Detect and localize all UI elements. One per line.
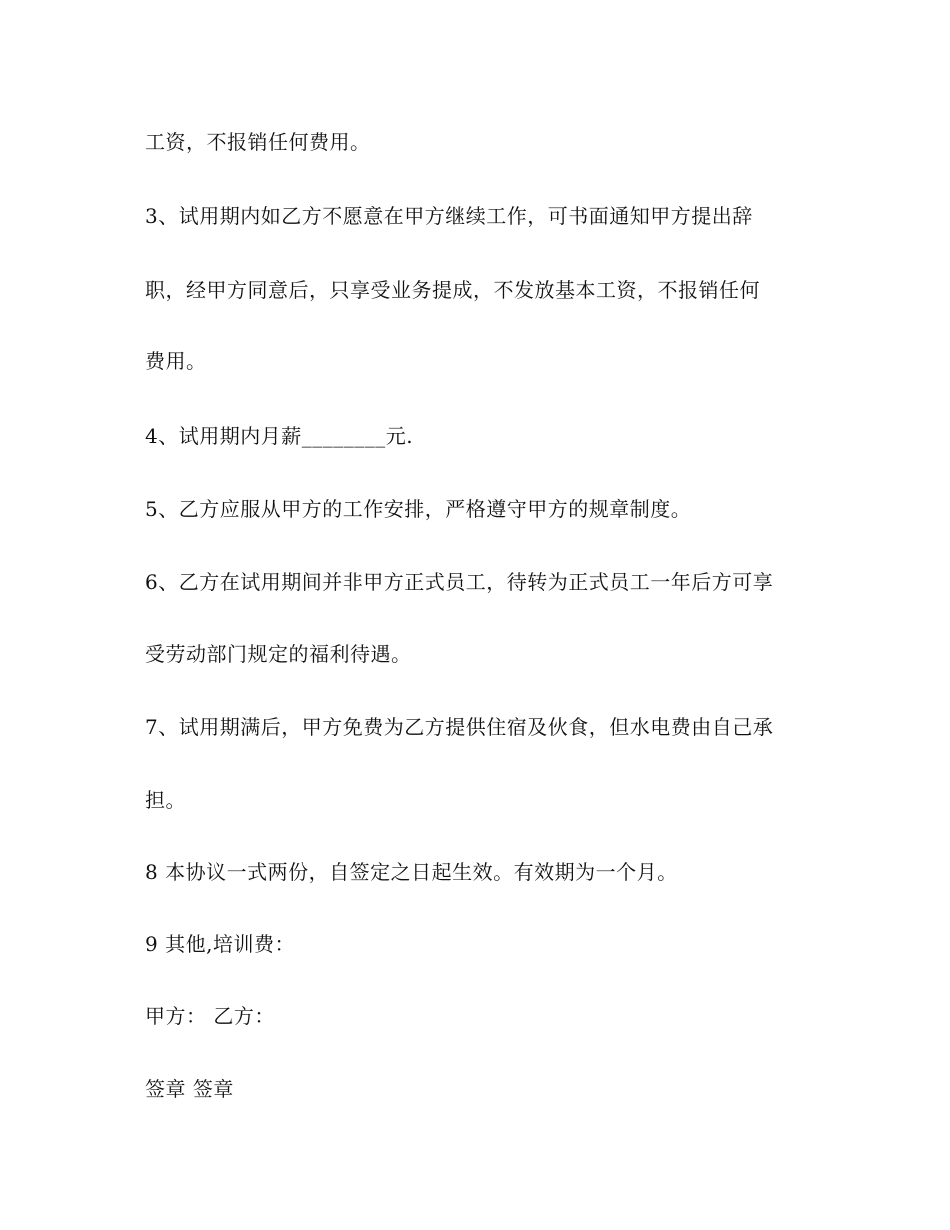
text-line-1: 工资，不报销任何费用。 (145, 130, 371, 154)
text-line-10: 担。 (145, 788, 186, 812)
text-line-7: 6、乙方在试用期间并非甲方正式员工，待转为正式员工一年后方可享 (145, 570, 774, 594)
text-line-5: 4、试用期内月薪________元. (145, 424, 414, 448)
text-line-6: 5、乙方应服从甲方的工作安排，严格遵守甲方的规章制度。 (145, 497, 692, 521)
text-line-4: 费用。 (145, 349, 207, 373)
signature-seals: 签章 签章 (145, 1077, 234, 1101)
text-line-12: 9 其他,培训费： (145, 932, 295, 956)
signature-parties: 甲方： 乙方： (145, 1004, 275, 1028)
text-line-2: 3、试用期内如乙方不愿意在甲方继续工作，可书面通知甲方提出辞 (145, 204, 753, 228)
text-line-8: 受劳动部门规定的福利待遇。 (145, 642, 412, 666)
text-line-3: 职，经甲方同意后，只享受业务提成，不发放基本工资，不报销任何 (145, 278, 760, 302)
text-line-11: 8 本协议一式两份，自签定之日起生效。有效期为一个月。 (145, 860, 678, 884)
text-line-9: 7、试用期满后，甲方免费为乙方提供住宿及伙食，但水电费由自己承 (145, 715, 774, 739)
